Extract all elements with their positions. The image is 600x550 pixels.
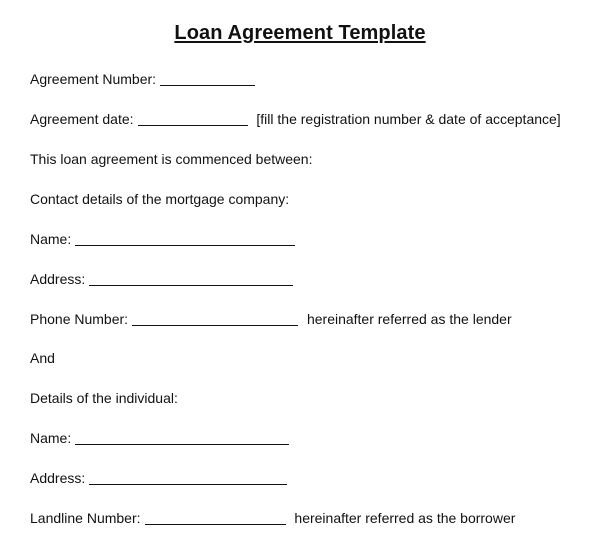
borrower-address-row: [30, 468, 287, 488]
lender-address-blank: [89, 271, 293, 286]
and-text: And: [30, 350, 55, 366]
borrower-address-label: Address:: [30, 470, 86, 486]
borrower-suffix: hereinafter referred as the borrower: [294, 510, 516, 526]
agreement-date-row: [30, 109, 561, 129]
lender-name-label: Name:: [30, 231, 72, 247]
commenced-text: This loan agreement is commenced between:: [30, 151, 313, 167]
lender-phone-label: Phone Number:: [30, 311, 129, 327]
borrower-landline-row: [30, 508, 515, 528]
borrower-address-blank: [89, 470, 287, 485]
borrower-name-blank: [75, 430, 289, 445]
borrower-landline-label: Landline Number:: [30, 510, 141, 526]
document-title: Loan Agreement Template: [174, 22, 426, 44]
lender-address-row: [30, 269, 293, 289]
borrower-name-label: Name:: [30, 430, 72, 446]
lender-phone-row: [30, 309, 512, 329]
individual-heading: Details of the individual:: [30, 390, 178, 406]
agreement-date-label: Agreement date:: [30, 111, 134, 127]
agreement-date-note: [fill the registration number & date of acceptance]: [256, 111, 561, 127]
agreement-number-label: Agreement Number:: [30, 71, 157, 87]
agreement-date-blank: [138, 111, 248, 126]
lender-phone-blank: [132, 311, 298, 326]
borrower-name-row: [30, 428, 289, 448]
agreement-number-blank: [160, 71, 255, 86]
lender-name-row: [30, 229, 295, 249]
lender-suffix: hereinafter referred as the lender: [306, 311, 512, 327]
agreement-number-row: [30, 69, 255, 89]
lender-name-blank: [75, 231, 295, 246]
lender-address-label: Address:: [30, 271, 86, 287]
mortgage-contact-heading: Contact details of the mortgage company:: [30, 191, 290, 207]
borrower-landline-blank: [145, 510, 286, 525]
